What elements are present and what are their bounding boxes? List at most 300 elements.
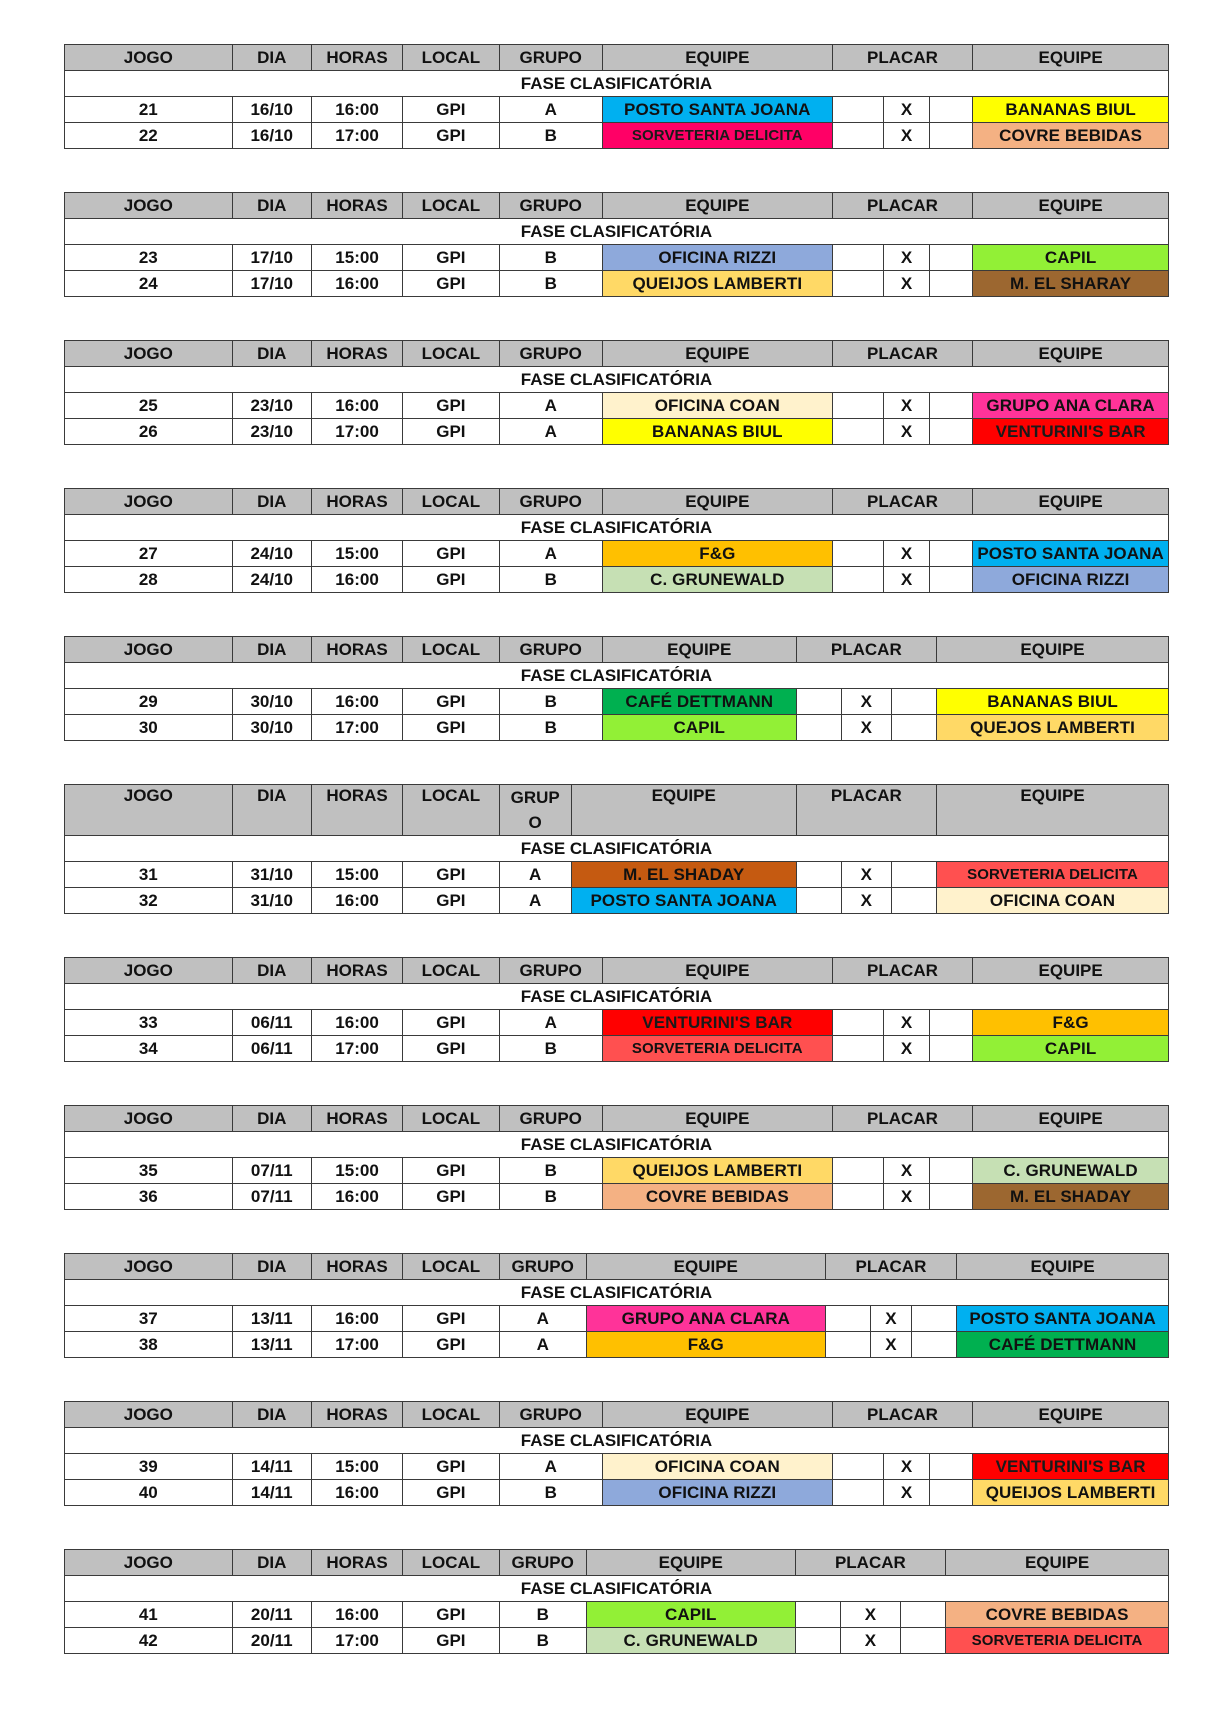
header-equipe-home: EQUIPE [586,1254,825,1280]
header-equipe-home: EQUIPE [602,341,832,367]
away-team: CAPIL [973,245,1169,271]
away-score-cell[interactable] [891,689,936,715]
home-team: CAPIL [602,715,796,741]
versus-mark: X [883,567,929,593]
versus-mark: X [883,419,929,445]
away-team: SORVETERIA DELICITA [946,1628,1169,1654]
phase-row [65,515,1169,541]
match-row [65,1454,1169,1480]
match-venue: GPI [403,1184,499,1210]
header-placar: PLACAR [832,958,972,984]
match-venue: GPI [403,689,499,715]
header-horas: HORAS [311,1402,402,1428]
header-local: LOCAL [403,45,499,71]
header-row [65,637,1169,663]
phase-row [65,219,1169,245]
match-group: A [499,541,602,567]
home-score-cell[interactable] [832,1480,883,1506]
header-placar: PLACAR [795,1550,946,1576]
header-jogo: JOGO [65,1254,233,1280]
match-time: 16:00 [311,271,402,297]
fixture-table [64,784,1169,914]
header-local: LOCAL [403,341,499,367]
versus-mark: X [883,123,929,149]
away-score-cell[interactable] [912,1306,957,1332]
match-number: 31 [65,862,233,888]
header-equipe-away: EQUIPE [973,489,1169,515]
away-team: CAPIL [973,1036,1169,1062]
match-venue: GPI [403,1010,499,1036]
home-team: GRUPO ANA CLARA [586,1306,825,1332]
away-score-cell[interactable] [930,97,973,123]
header-dia: DIA [232,193,311,219]
match-row [65,393,1169,419]
away-team: POSTO SANTA JOANA [957,1306,1169,1332]
versus-mark: X [883,1454,929,1480]
home-team: F&G [586,1332,825,1358]
header-equipe-away: EQUIPE [946,1550,1169,1576]
header-equipe-home: EQUIPE [602,958,832,984]
home-score-cell[interactable] [832,1184,883,1210]
header-horas: HORAS [311,45,402,71]
away-team: M. EL SHARAY [973,271,1169,297]
match-row [65,245,1169,271]
header-placar: PLACAR [825,1254,956,1280]
match-time: 17:00 [311,419,402,445]
match-date: 23/10 [232,393,311,419]
home-team: QUEIJOS LAMBERTI [602,1158,832,1184]
away-score-cell[interactable] [930,1454,973,1480]
match-row [65,689,1169,715]
phase-label: FASE CLASIFICATÓRIA [65,367,1169,393]
versus-mark: X [870,1306,911,1332]
match-row [65,1306,1169,1332]
away-team: SORVETERIA DELICITA [937,862,1169,888]
header-row [65,45,1169,71]
home-score-cell[interactable] [832,1454,883,1480]
away-team: QUEIJOS LAMBERTI [973,1480,1169,1506]
header-grupo: GRUPO [499,1402,602,1428]
header-horas: HORAS [311,193,402,219]
phase-row [65,836,1169,862]
phase-row [65,367,1169,393]
match-date: 20/11 [232,1628,311,1654]
match-venue: GPI [403,1158,499,1184]
match-time: 15:00 [311,862,402,888]
home-team: CAPIL [586,1602,795,1628]
away-score-cell[interactable] [930,1036,973,1062]
match-time: 15:00 [311,541,402,567]
home-team: SORVETERIA DELICITA [602,123,832,149]
match-date: 24/10 [232,541,311,567]
match-date: 20/11 [232,1602,311,1628]
match-number: 32 [65,888,233,914]
match-group: B [499,689,602,715]
match-venue: GPI [403,1602,499,1628]
match-number: 37 [65,1306,233,1332]
match-time: 16:00 [311,1184,402,1210]
match-venue: GPI [403,97,499,123]
match-row [65,567,1169,593]
header-horas: HORAS [311,785,402,836]
match-row [65,1010,1169,1036]
versus-mark: X [870,1332,911,1358]
header-local: LOCAL [403,1254,499,1280]
header-jogo: JOGO [65,637,233,663]
match-time: 16:00 [311,1602,402,1628]
match-time: 15:00 [311,1454,402,1480]
header-row [65,1402,1169,1428]
header-local: LOCAL [403,1106,499,1132]
phase-row [65,984,1169,1010]
home-score-cell[interactable] [832,567,883,593]
header-equipe-home: EQUIPE [602,489,832,515]
match-time: 16:00 [311,97,402,123]
away-score-cell[interactable] [930,567,973,593]
home-score-cell[interactable] [832,1010,883,1036]
match-group: B [499,271,602,297]
away-team: QUEJOS LAMBERTI [937,715,1169,741]
match-venue: GPI [403,419,499,445]
match-group: B [499,1628,586,1654]
header-grupo: GRUPO [499,341,602,367]
home-score-cell[interactable] [796,715,841,741]
header-horas: HORAS [311,637,402,663]
home-score-cell[interactable] [796,689,841,715]
match-group: A [499,862,571,888]
match-venue: GPI [403,1332,499,1358]
match-date: 13/11 [232,1306,311,1332]
away-score-cell[interactable] [900,1628,945,1654]
match-venue: GPI [403,715,499,741]
away-score-cell[interactable] [912,1332,957,1358]
away-team: OFICINA COAN [937,888,1169,914]
versus-mark: X [883,1158,929,1184]
match-group: A [499,888,571,914]
match-venue: GPI [403,1036,499,1062]
match-date: 30/10 [232,715,311,741]
home-team: M. EL SHADAY [571,862,796,888]
versus-mark: X [841,862,891,888]
away-score-cell[interactable] [930,1010,973,1036]
home-team: SORVETERIA DELICITA [602,1036,832,1062]
match-date: 17/10 [232,245,311,271]
home-score-cell[interactable] [796,862,841,888]
phase-label: FASE CLASIFICATÓRIA [65,984,1169,1010]
match-venue: GPI [403,541,499,567]
header-grupo: GRUPO [499,45,602,71]
home-score-cell[interactable] [832,393,883,419]
header-dia: DIA [232,785,311,836]
header-local: LOCAL [403,958,499,984]
header-jogo: JOGO [65,341,233,367]
match-group: B [499,245,602,271]
away-score-cell[interactable] [891,862,936,888]
header-horas: HORAS [311,489,402,515]
home-score-cell[interactable] [825,1306,870,1332]
header-row [65,958,1169,984]
versus-mark: X [883,393,929,419]
home-team: BANANAS BIUL [602,419,832,445]
home-team: POSTO SANTA JOANA [602,97,832,123]
home-team: OFICINA COAN [602,393,832,419]
home-score-cell[interactable] [825,1332,870,1358]
versus-mark: X [840,1602,900,1628]
phase-label: FASE CLASIFICATÓRIA [65,1132,1169,1158]
match-venue: GPI [403,567,499,593]
versus-mark: X [883,1480,929,1506]
match-row [65,97,1169,123]
match-number: 21 [65,97,233,123]
match-number: 24 [65,271,233,297]
match-date: 14/11 [232,1454,311,1480]
phase-label: FASE CLASIFICATÓRIA [65,663,1169,689]
header-jogo: JOGO [65,45,233,71]
home-score-cell[interactable] [795,1628,840,1654]
home-team: OFICINA RIZZI [602,1480,832,1506]
away-team: BANANAS BIUL [973,97,1169,123]
match-time: 16:00 [311,393,402,419]
match-row [65,888,1169,914]
match-time: 16:00 [311,1480,402,1506]
away-score-cell[interactable] [891,715,936,741]
match-time: 17:00 [311,123,402,149]
away-score-cell[interactable] [930,123,973,149]
match-venue: GPI [403,245,499,271]
header-placar: PLACAR [832,1402,972,1428]
match-row [65,1184,1169,1210]
match-number: 27 [65,541,233,567]
header-horas: HORAS [311,1254,402,1280]
match-venue: GPI [403,1306,499,1332]
match-venue: GPI [403,888,499,914]
match-date: 24/10 [232,567,311,593]
header-local: LOCAL [403,1402,499,1428]
phase-label: FASE CLASIFICATÓRIA [65,1576,1169,1602]
match-date: 07/11 [232,1158,311,1184]
phase-label: FASE CLASIFICATÓRIA [65,1280,1169,1306]
home-score-cell[interactable] [832,123,883,149]
versus-mark: X [883,271,929,297]
away-score-cell[interactable] [930,245,973,271]
away-team: C. GRUNEWALD [973,1158,1169,1184]
header-equipe-home: EQUIPE [602,1106,832,1132]
fixture-table [64,488,1169,593]
header-horas: HORAS [311,341,402,367]
versus-mark: X [841,715,891,741]
header-grupo: GRUPO [499,489,602,515]
match-number: 33 [65,1010,233,1036]
header-row [65,785,1169,836]
match-date: 30/10 [232,689,311,715]
header-placar: PLACAR [832,489,972,515]
header-equipe-home: EQUIPE [571,785,796,836]
home-score-cell[interactable] [832,271,883,297]
home-team: POSTO SANTA JOANA [571,888,796,914]
away-team: M. EL SHADAY [973,1184,1169,1210]
match-group: B [499,1480,602,1506]
header-grupo: GRUPO [499,1106,602,1132]
match-number: 41 [65,1602,233,1628]
fixture-table [64,340,1169,445]
match-date: 14/11 [232,1480,311,1506]
header-jogo: JOGO [65,193,233,219]
versus-mark: X [841,888,891,914]
away-score-cell[interactable] [930,541,973,567]
away-team: F&G [973,1010,1169,1036]
match-row [65,862,1169,888]
match-number: 42 [65,1628,233,1654]
home-score-cell[interactable] [795,1602,840,1628]
header-jogo: JOGO [65,1402,233,1428]
fixture-table [64,192,1169,297]
fixture-table [64,1253,1169,1358]
match-row [65,1602,1169,1628]
versus-mark: X [883,245,929,271]
header-placar: PLACAR [832,193,972,219]
away-score-cell[interactable] [930,1158,973,1184]
header-jogo: JOGO [65,958,233,984]
header-equipe-home: EQUIPE [602,45,832,71]
fixture-schedule [64,44,1169,1697]
match-number: 26 [65,419,233,445]
home-team: OFICINA COAN [602,1454,832,1480]
versus-mark: X [883,97,929,123]
match-date: 23/10 [232,419,311,445]
match-row [65,271,1169,297]
phase-label: FASE CLASIFICATÓRIA [65,515,1169,541]
match-number: 23 [65,245,233,271]
fixture-table [64,1105,1169,1210]
fixture-table [64,1549,1169,1654]
header-dia: DIA [232,1402,311,1428]
phase-label: FASE CLASIFICATÓRIA [65,1428,1169,1454]
home-score-cell[interactable] [832,419,883,445]
match-group: A [499,1454,602,1480]
match-time: 16:00 [311,689,402,715]
match-venue: GPI [403,393,499,419]
match-row [65,1158,1169,1184]
home-team: C. GRUNEWALD [602,567,832,593]
header-horas: HORAS [311,1550,402,1576]
versus-mark: X [841,689,891,715]
match-group: B [499,1184,602,1210]
away-score-cell[interactable] [930,1480,973,1506]
header-equipe-away: EQUIPE [973,45,1169,71]
match-row [65,1036,1169,1062]
match-time: 16:00 [311,888,402,914]
versus-mark: X [883,1010,929,1036]
header-horas: HORAS [311,958,402,984]
home-score-cell[interactable] [832,541,883,567]
header-row [65,489,1169,515]
match-date: 16/10 [232,123,311,149]
fixture-table [64,636,1169,741]
header-dia: DIA [232,1550,311,1576]
match-venue: GPI [403,271,499,297]
match-number: 30 [65,715,233,741]
versus-mark: X [840,1628,900,1654]
away-team: BANANAS BIUL [937,689,1169,715]
match-date: 06/11 [232,1010,311,1036]
away-score-cell[interactable] [891,888,936,914]
home-score-cell[interactable] [832,97,883,123]
match-venue: GPI [403,1480,499,1506]
match-number: 36 [65,1184,233,1210]
match-group: A [499,1306,586,1332]
match-number: 38 [65,1332,233,1358]
header-equipe-away: EQUIPE [973,193,1169,219]
away-score-cell[interactable] [930,271,973,297]
home-team: CAFÉ DETTMANN [602,689,796,715]
away-score-cell[interactable] [930,1184,973,1210]
home-score-cell[interactable] [796,888,841,914]
header-row [65,1254,1169,1280]
match-venue: GPI [403,1454,499,1480]
phase-row [65,1428,1169,1454]
match-group: B [499,567,602,593]
away-score-cell[interactable] [900,1602,945,1628]
match-row [65,541,1169,567]
header-equipe-away: EQUIPE [973,341,1169,367]
header-dia: DIA [232,637,311,663]
header-jogo: JOGO [65,489,233,515]
match-time: 17:00 [311,715,402,741]
header-local: LOCAL [403,1550,499,1576]
fixture-table [64,957,1169,1062]
header-equipe-home: EQUIPE [602,193,832,219]
header-local: LOCAL [403,785,499,836]
phase-label: FASE CLASIFICATÓRIA [65,71,1169,97]
header-row [65,193,1169,219]
home-team: C. GRUNEWALD [586,1628,795,1654]
match-number: 35 [65,1158,233,1184]
header-dia: DIA [232,1106,311,1132]
header-equipe-away: EQUIPE [973,958,1169,984]
header-equipe-away: EQUIPE [973,1106,1169,1132]
header-jogo: JOGO [65,1550,233,1576]
home-score-cell[interactable] [832,1158,883,1184]
versus-mark: X [883,1184,929,1210]
header-grupo: GRUPO [499,193,602,219]
header-row [65,341,1169,367]
match-time: 16:00 [311,567,402,593]
header-jogo: JOGO [65,785,233,836]
phase-row [65,71,1169,97]
match-venue: GPI [403,862,499,888]
home-score-cell[interactable] [832,1036,883,1062]
match-row [65,419,1169,445]
phase-row [65,663,1169,689]
versus-mark: X [883,541,929,567]
away-score-cell[interactable] [930,393,973,419]
header-placar: PLACAR [832,1106,972,1132]
home-score-cell[interactable] [832,245,883,271]
header-equipe-away: EQUIPE [937,637,1169,663]
header-row [65,1550,1169,1576]
away-score-cell[interactable] [930,419,973,445]
header-placar: PLACAR [796,637,936,663]
match-time: 16:00 [311,1306,402,1332]
phase-row [65,1280,1169,1306]
match-group: B [499,1158,602,1184]
away-team: COVRE BEBIDAS [973,123,1169,149]
header-equipe-home: EQUIPE [602,637,796,663]
match-number: 39 [65,1454,233,1480]
match-group: A [499,97,602,123]
away-team: COVRE BEBIDAS [946,1602,1169,1628]
match-venue: GPI [403,1628,499,1654]
